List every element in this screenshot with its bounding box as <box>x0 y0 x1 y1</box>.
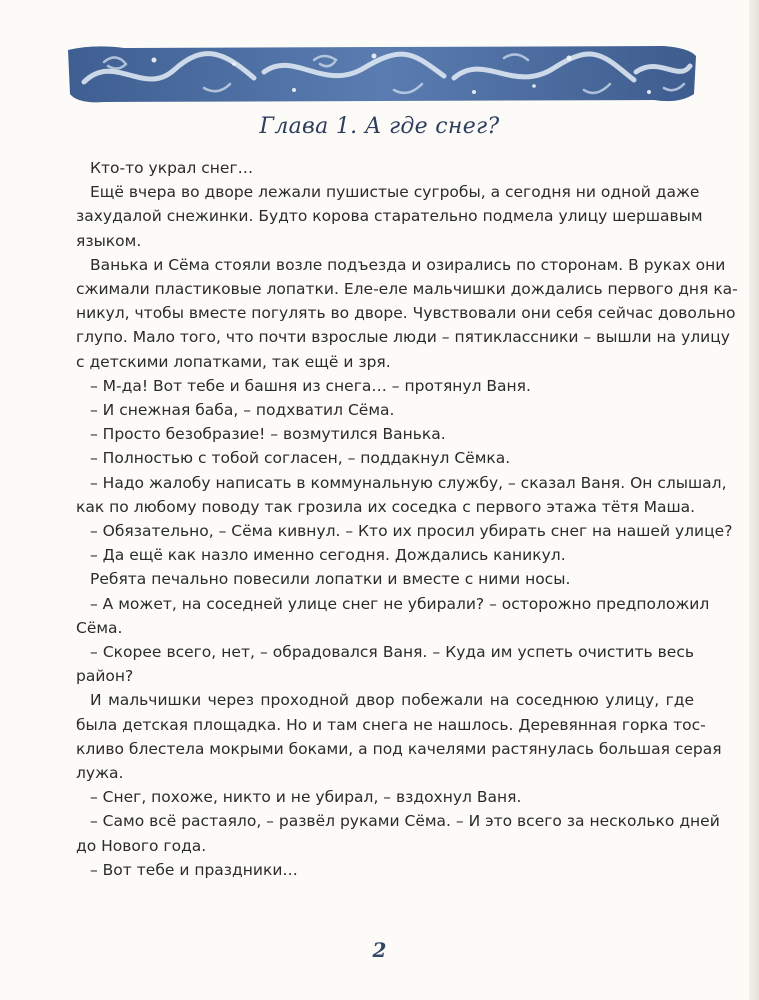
text-line: – М-да! Вот тебе и башня из снега… – протянул Ваня. <box>90 376 531 395</box>
ornamental-banner <box>64 42 700 106</box>
text-line: языком. <box>76 231 142 250</box>
text-line: – Да ещё как назло именно сегодня. Дождались каникул. <box>90 546 566 565</box>
text-line: – Полностью с тобой согласен, – поддакнул Сёмка. <box>90 449 511 468</box>
text-line: – Просто безобразие! – возмутился Ванька. <box>90 425 446 444</box>
text-line: – Снег, похоже, никто и не убирал, – вздохнул Ваня. <box>90 788 522 807</box>
page-number: 2 <box>372 938 387 962</box>
text-line: как по любому поводу так грозила их соседка с первого этажа тётя Маша. <box>76 497 696 516</box>
text-line: Ребята печально повесили лопатки и вместе с ними носы. <box>90 570 571 589</box>
banner-ornament-icon <box>64 42 700 106</box>
text-line: – Вот тебе и праздники… <box>90 860 298 879</box>
text-line: лужа. <box>76 764 124 783</box>
text-line: Ванька и Сёма стояли возле подъезда и озирались по сторонам. В руках они <box>90 255 726 274</box>
text-line: район? <box>76 667 134 686</box>
text-line: была детская площадка. Но и там снега не нашлось. Деревянная горка тос- <box>76 715 706 734</box>
text-line: сжимали пластиковые лопатки. Еле-еле мальчишки дождались первого дня ка- <box>76 280 738 299</box>
text-line: И мальчишки через проходной двор побежали на соседнюю улицу, где <box>90 691 694 710</box>
text-line: никул, чтобы вместе погулять во дворе. Чувствовали они себя сейчас довольно <box>76 304 736 323</box>
text-line: Ещё вчера во дворе лежали пушистые сугробы, а сегодня ни одной даже <box>90 183 700 202</box>
story-text <box>76 156 738 882</box>
text-line: – Обязательно, – Сёма кивнул. – Кто их просил убирать снег на нашей улице? <box>90 522 733 541</box>
page-edge <box>749 0 759 1000</box>
text-line: до Нового года. <box>76 836 207 855</box>
chapter-title: Глава 1. А где снег? <box>259 114 500 139</box>
text-line: – И снежная баба, – подхватил Сёма. <box>90 401 395 420</box>
text-line: захудалой снежинки. Будто корова старательно подмела улицу шершавым <box>76 207 703 226</box>
text-line: кливо блестела мокрыми боками, а под качелями растянулась большая серая <box>76 739 722 758</box>
text-line: глупо. Мало того, что почти взрослые люди – пятиклассники – вышли на улицу <box>76 328 730 347</box>
text-line: – Скорее всего, нет, – обрадовался Ваня. – Куда им успеть очистить весь <box>90 643 694 662</box>
text-line: с детскими лопатками, так ещё и зря. <box>76 352 391 371</box>
text-line: – Само всё растаяло, – развёл руками Сёма. – И это всего за несколько дней <box>90 812 720 831</box>
text-line: – А может, на соседней улице снег не убирали? – осторожно предположил <box>90 594 710 613</box>
text-line: – Надо жалобу написать в коммунальную службу, – сказал Ваня. Он слышал, <box>90 473 727 492</box>
text-line: Сёма. <box>76 618 123 637</box>
text-line: Кто-то украл снег… <box>90 159 254 177</box>
